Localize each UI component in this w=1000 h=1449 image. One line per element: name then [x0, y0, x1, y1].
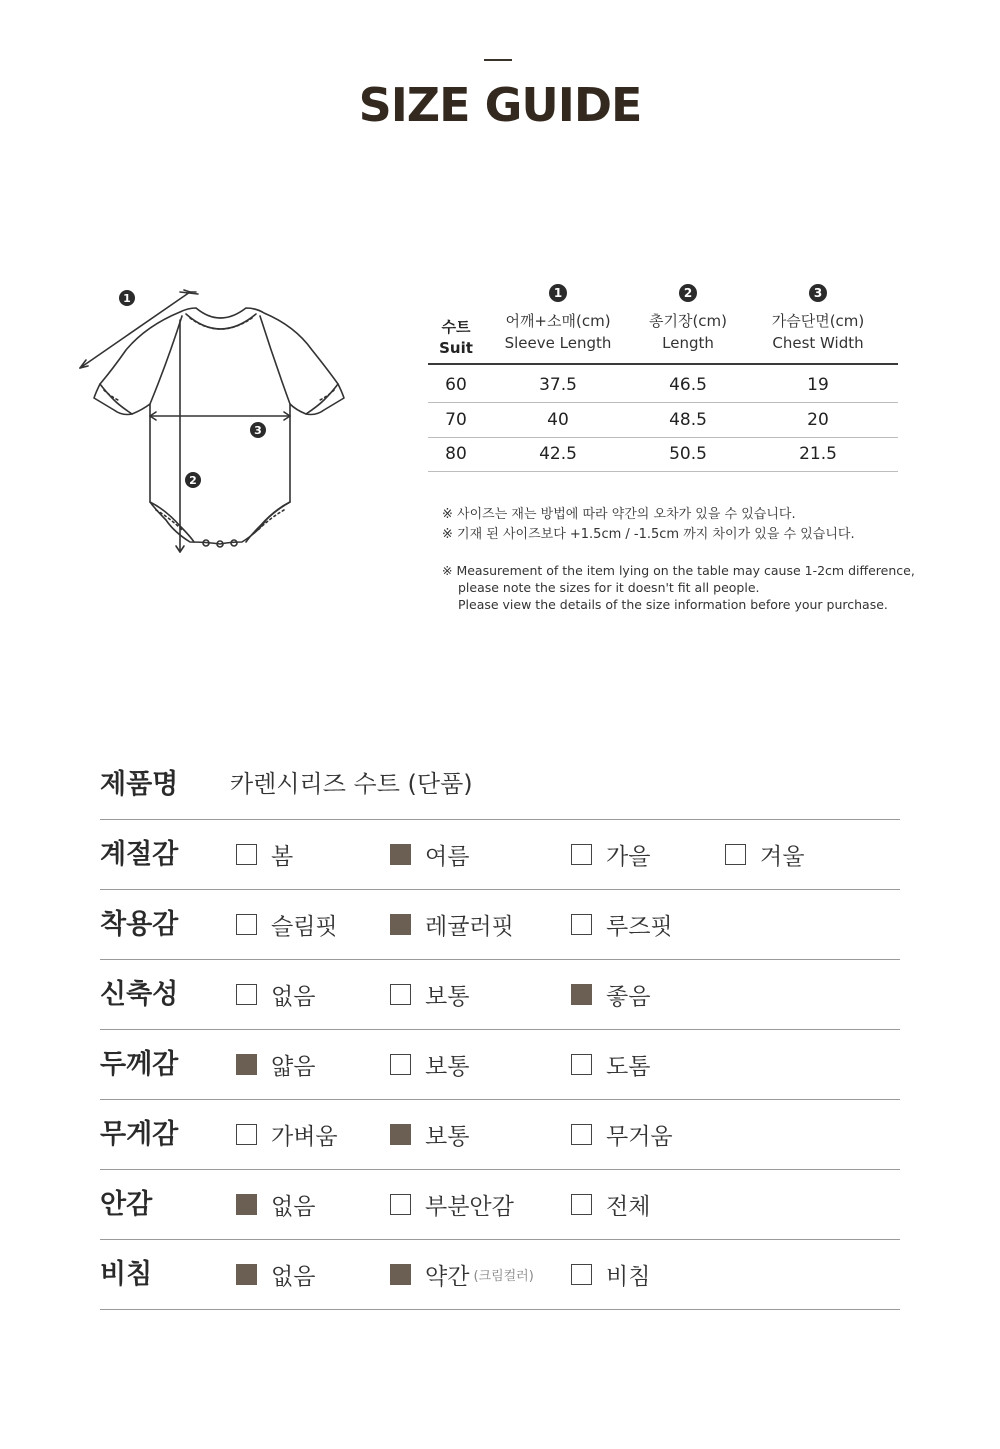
attr-option-label: 가벼움 [271, 1124, 338, 1150]
attr-option[interactable] [390, 890, 514, 959]
marker-3-icon: 3 [809, 284, 827, 302]
attr-option-label: 봄 [271, 844, 294, 870]
header-length: 2 총기장(cm) Length [648, 286, 728, 352]
attr-option[interactable] [236, 1030, 315, 1099]
svg-text:3: 3 [254, 424, 262, 437]
unchecked-box-icon[interactable] [725, 844, 746, 865]
attr-option[interactable] [571, 1170, 650, 1239]
marker-1-icon: 1 [549, 284, 567, 302]
attr-option[interactable] [390, 1100, 469, 1169]
checked-box-icon[interactable] [390, 914, 411, 935]
attr-label: 무게감 [100, 1119, 179, 1150]
attr-option-label: 없음 [271, 984, 316, 1010]
attr-option[interactable] [571, 1100, 673, 1169]
svg-text:1: 1 [123, 292, 131, 305]
attr-option-label: 도톰 [606, 1054, 651, 1080]
attr-option[interactable] [390, 1030, 469, 1099]
attr-option-label: 약간 [425, 1264, 470, 1290]
product-name-value: 카렌시리즈 수트 (단품) [230, 770, 473, 798]
attr-row-stretch [100, 960, 900, 1030]
attr-option[interactable] [236, 820, 293, 889]
header-chest: 3 가슴단면(cm) Chest Width [771, 286, 865, 352]
header-sleeve: 1 어깨+소매(cm) Sleeve Length [504, 286, 612, 352]
attr-option[interactable] [390, 1170, 514, 1239]
svg-text:2: 2 [189, 474, 197, 487]
attr-option-label: 무거움 [606, 1124, 673, 1150]
attr-option[interactable] [725, 820, 804, 889]
page-title: SIZE GUIDE [358, 78, 642, 132]
product-name-row [100, 750, 900, 820]
unchecked-box-icon[interactable] [571, 1124, 592, 1145]
attr-row-lining [100, 1170, 900, 1240]
attr-option-label: 가을 [606, 844, 651, 870]
unchecked-box-icon[interactable] [236, 914, 257, 935]
attr-option-note: (크림컬러) [473, 1269, 534, 1284]
attr-option-label: 비침 [606, 1264, 651, 1290]
attr-option[interactable] [236, 960, 315, 1029]
attr-option[interactable] [571, 1030, 650, 1099]
checked-box-icon[interactable] [390, 1264, 411, 1285]
attr-option-label: 부분안감 [425, 1194, 514, 1220]
attr-option-label: 없음 [271, 1264, 316, 1290]
attr-option-label: 보통 [425, 984, 470, 1010]
unchecked-box-icon[interactable] [571, 914, 592, 935]
title-rule [484, 59, 512, 61]
attr-option-label: 슬림핏 [271, 914, 338, 940]
unchecked-box-icon[interactable] [571, 844, 592, 865]
header-suit: 수트 Suit [439, 318, 473, 357]
attr-option[interactable] [390, 820, 469, 889]
unchecked-box-icon[interactable] [571, 1264, 592, 1285]
attr-option-label: 루즈핏 [606, 914, 673, 940]
attr-option-label: 좋음 [606, 984, 651, 1010]
unchecked-box-icon[interactable] [236, 844, 257, 865]
attr-option-label: 레귤러핏 [425, 914, 514, 940]
table-row: 60 37.5 46.5 19 [428, 368, 898, 403]
attr-option[interactable] [571, 820, 650, 889]
attr-option-label: 없음 [271, 1194, 316, 1220]
bodysuit-illustration [70, 280, 360, 580]
attr-option[interactable] [571, 1240, 650, 1309]
table-row: 80 42.5 50.5 21.5 [428, 437, 898, 472]
attr-label: 두께감 [100, 1049, 179, 1080]
attr-option-label: 전체 [606, 1194, 651, 1220]
attr-row-weight [100, 1100, 900, 1170]
attr-row-season [100, 820, 900, 890]
size-notes-ko: ※ 사이즈는 재는 방법에 따라 약간의 오차가 있을 수 있습니다. ※ 기재 된 사이즈보다 +1.5cm / -1.5cm 까지 차이가 있을 수 있습니다. [442, 507, 855, 542]
attr-option[interactable] [236, 890, 338, 959]
unchecked-box-icon[interactable] [571, 1054, 592, 1075]
attr-label: 비침 [100, 1259, 153, 1290]
attr-label: 계절감 [100, 839, 179, 870]
attr-option[interactable] [571, 960, 650, 1029]
attr-option[interactable] [236, 1240, 315, 1309]
attr-option-label: 겨울 [760, 844, 805, 870]
unchecked-box-icon[interactable] [236, 984, 257, 1005]
checked-box-icon[interactable] [236, 1264, 257, 1285]
attr-option[interactable] [236, 1170, 315, 1239]
attr-label: 착용감 [100, 909, 179, 940]
attr-option[interactable] [390, 960, 469, 1029]
marker-2-icon: 2 [679, 284, 697, 302]
attr-option[interactable] [571, 890, 673, 959]
unchecked-box-icon[interactable] [390, 984, 411, 1005]
unchecked-box-icon[interactable] [236, 1124, 257, 1145]
checked-box-icon[interactable] [236, 1054, 257, 1075]
attr-row-fit [100, 890, 900, 960]
attr-option[interactable] [390, 1240, 534, 1309]
attr-label: 안감 [100, 1189, 153, 1220]
checked-box-icon[interactable] [571, 984, 592, 1005]
checked-box-icon[interactable] [236, 1194, 257, 1215]
unchecked-box-icon[interactable] [390, 1054, 411, 1075]
table-row: 70 40 48.5 20 [428, 403, 898, 438]
checked-box-icon[interactable] [390, 1124, 411, 1145]
bodysuit-drawing [70, 280, 360, 580]
attr-option-label: 여름 [425, 844, 470, 870]
product-name-label: 제품명 [100, 769, 179, 800]
attr-option[interactable] [236, 1100, 338, 1169]
attr-option-label: 얇음 [271, 1054, 316, 1080]
unchecked-box-icon[interactable] [571, 1194, 592, 1215]
unchecked-box-icon[interactable] [390, 1194, 411, 1215]
attr-label: 신축성 [100, 979, 179, 1010]
attr-option-label: 보통 [425, 1054, 470, 1080]
header-divider [428, 363, 898, 365]
attr-row-thickness [100, 1030, 900, 1100]
checked-box-icon[interactable] [390, 844, 411, 865]
attr-option-label: 보통 [425, 1124, 470, 1150]
product-info-table [100, 750, 900, 1310]
attr-row-sheerness [100, 1240, 900, 1310]
size-notes-en: ※ Measurement of the item lying on the table may cause 1-2cm difference, please note the sizes for it doesn't fit all people. Please view the details of the size information before your purchase. [442, 563, 915, 612]
